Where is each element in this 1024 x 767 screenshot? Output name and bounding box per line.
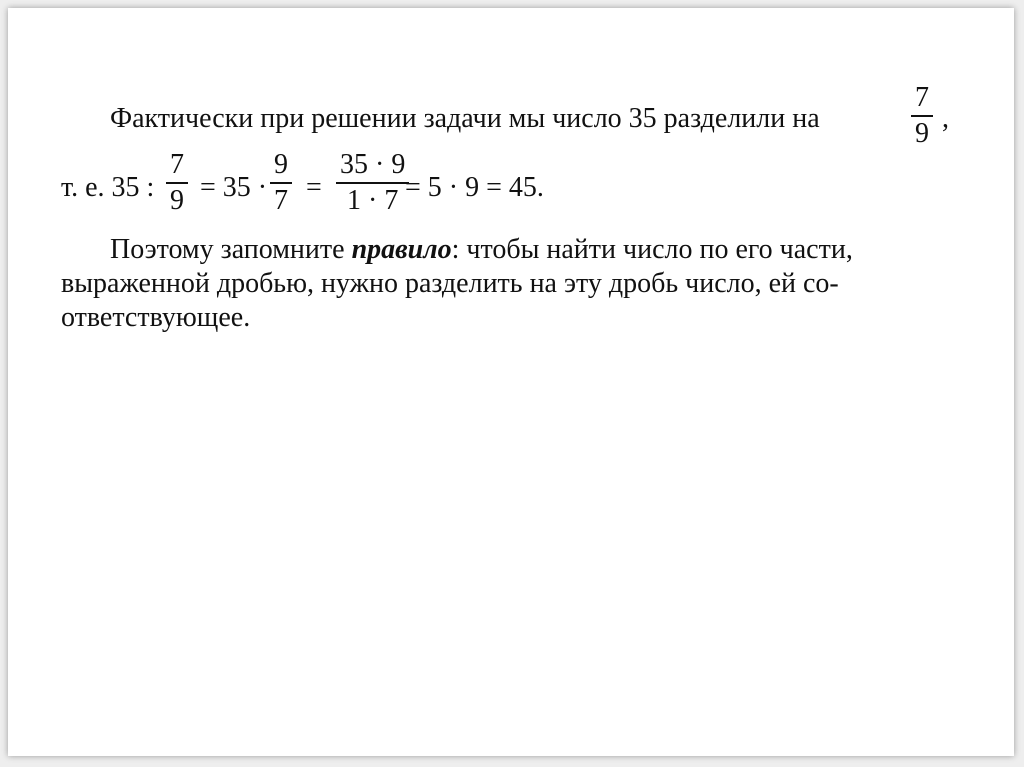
fraction-denominator: 7 bbox=[274, 185, 288, 216]
rule-line-3: ответствующее. bbox=[61, 302, 251, 333]
fraction-numerator: 9 bbox=[274, 149, 288, 180]
rule-line-1 bbox=[110, 236, 853, 264]
comma: , bbox=[942, 103, 949, 134]
fraction-35x9-1x7 bbox=[336, 151, 409, 215]
fraction-numerator: 7 bbox=[915, 82, 929, 113]
equation-eq2: = bbox=[306, 172, 322, 203]
text-line-1: Фактически при решении задачи мы число 35 разделили на bbox=[110, 103, 820, 134]
slide bbox=[8, 8, 1014, 756]
rule-line-2: выраженной дробью, нужно разделить на эту дробь число, ей со- bbox=[61, 268, 839, 299]
equation-eq1: = 35 · bbox=[200, 172, 268, 203]
fraction-numerator: 7 bbox=[170, 149, 184, 180]
fraction-numerator: 35 · 9 bbox=[340, 149, 406, 180]
fraction-denominator: 9 bbox=[915, 118, 929, 149]
fraction-7-9-second bbox=[166, 151, 188, 215]
rule-line-1-rest: : чтобы найти число по его части, bbox=[451, 234, 853, 265]
equation-lead: т. е. 35 : bbox=[61, 172, 155, 203]
equation-result: = 5 · 9 = 45. bbox=[405, 172, 544, 203]
rule-keyword: правило bbox=[351, 234, 452, 265]
fraction-9-7 bbox=[270, 151, 292, 215]
fraction-7-9 bbox=[911, 84, 933, 148]
fraction-denominator: 9 bbox=[170, 185, 184, 216]
rule-intro: Поэтому запомните bbox=[110, 234, 345, 265]
fraction-denominator: 1 · 7 bbox=[347, 185, 399, 216]
